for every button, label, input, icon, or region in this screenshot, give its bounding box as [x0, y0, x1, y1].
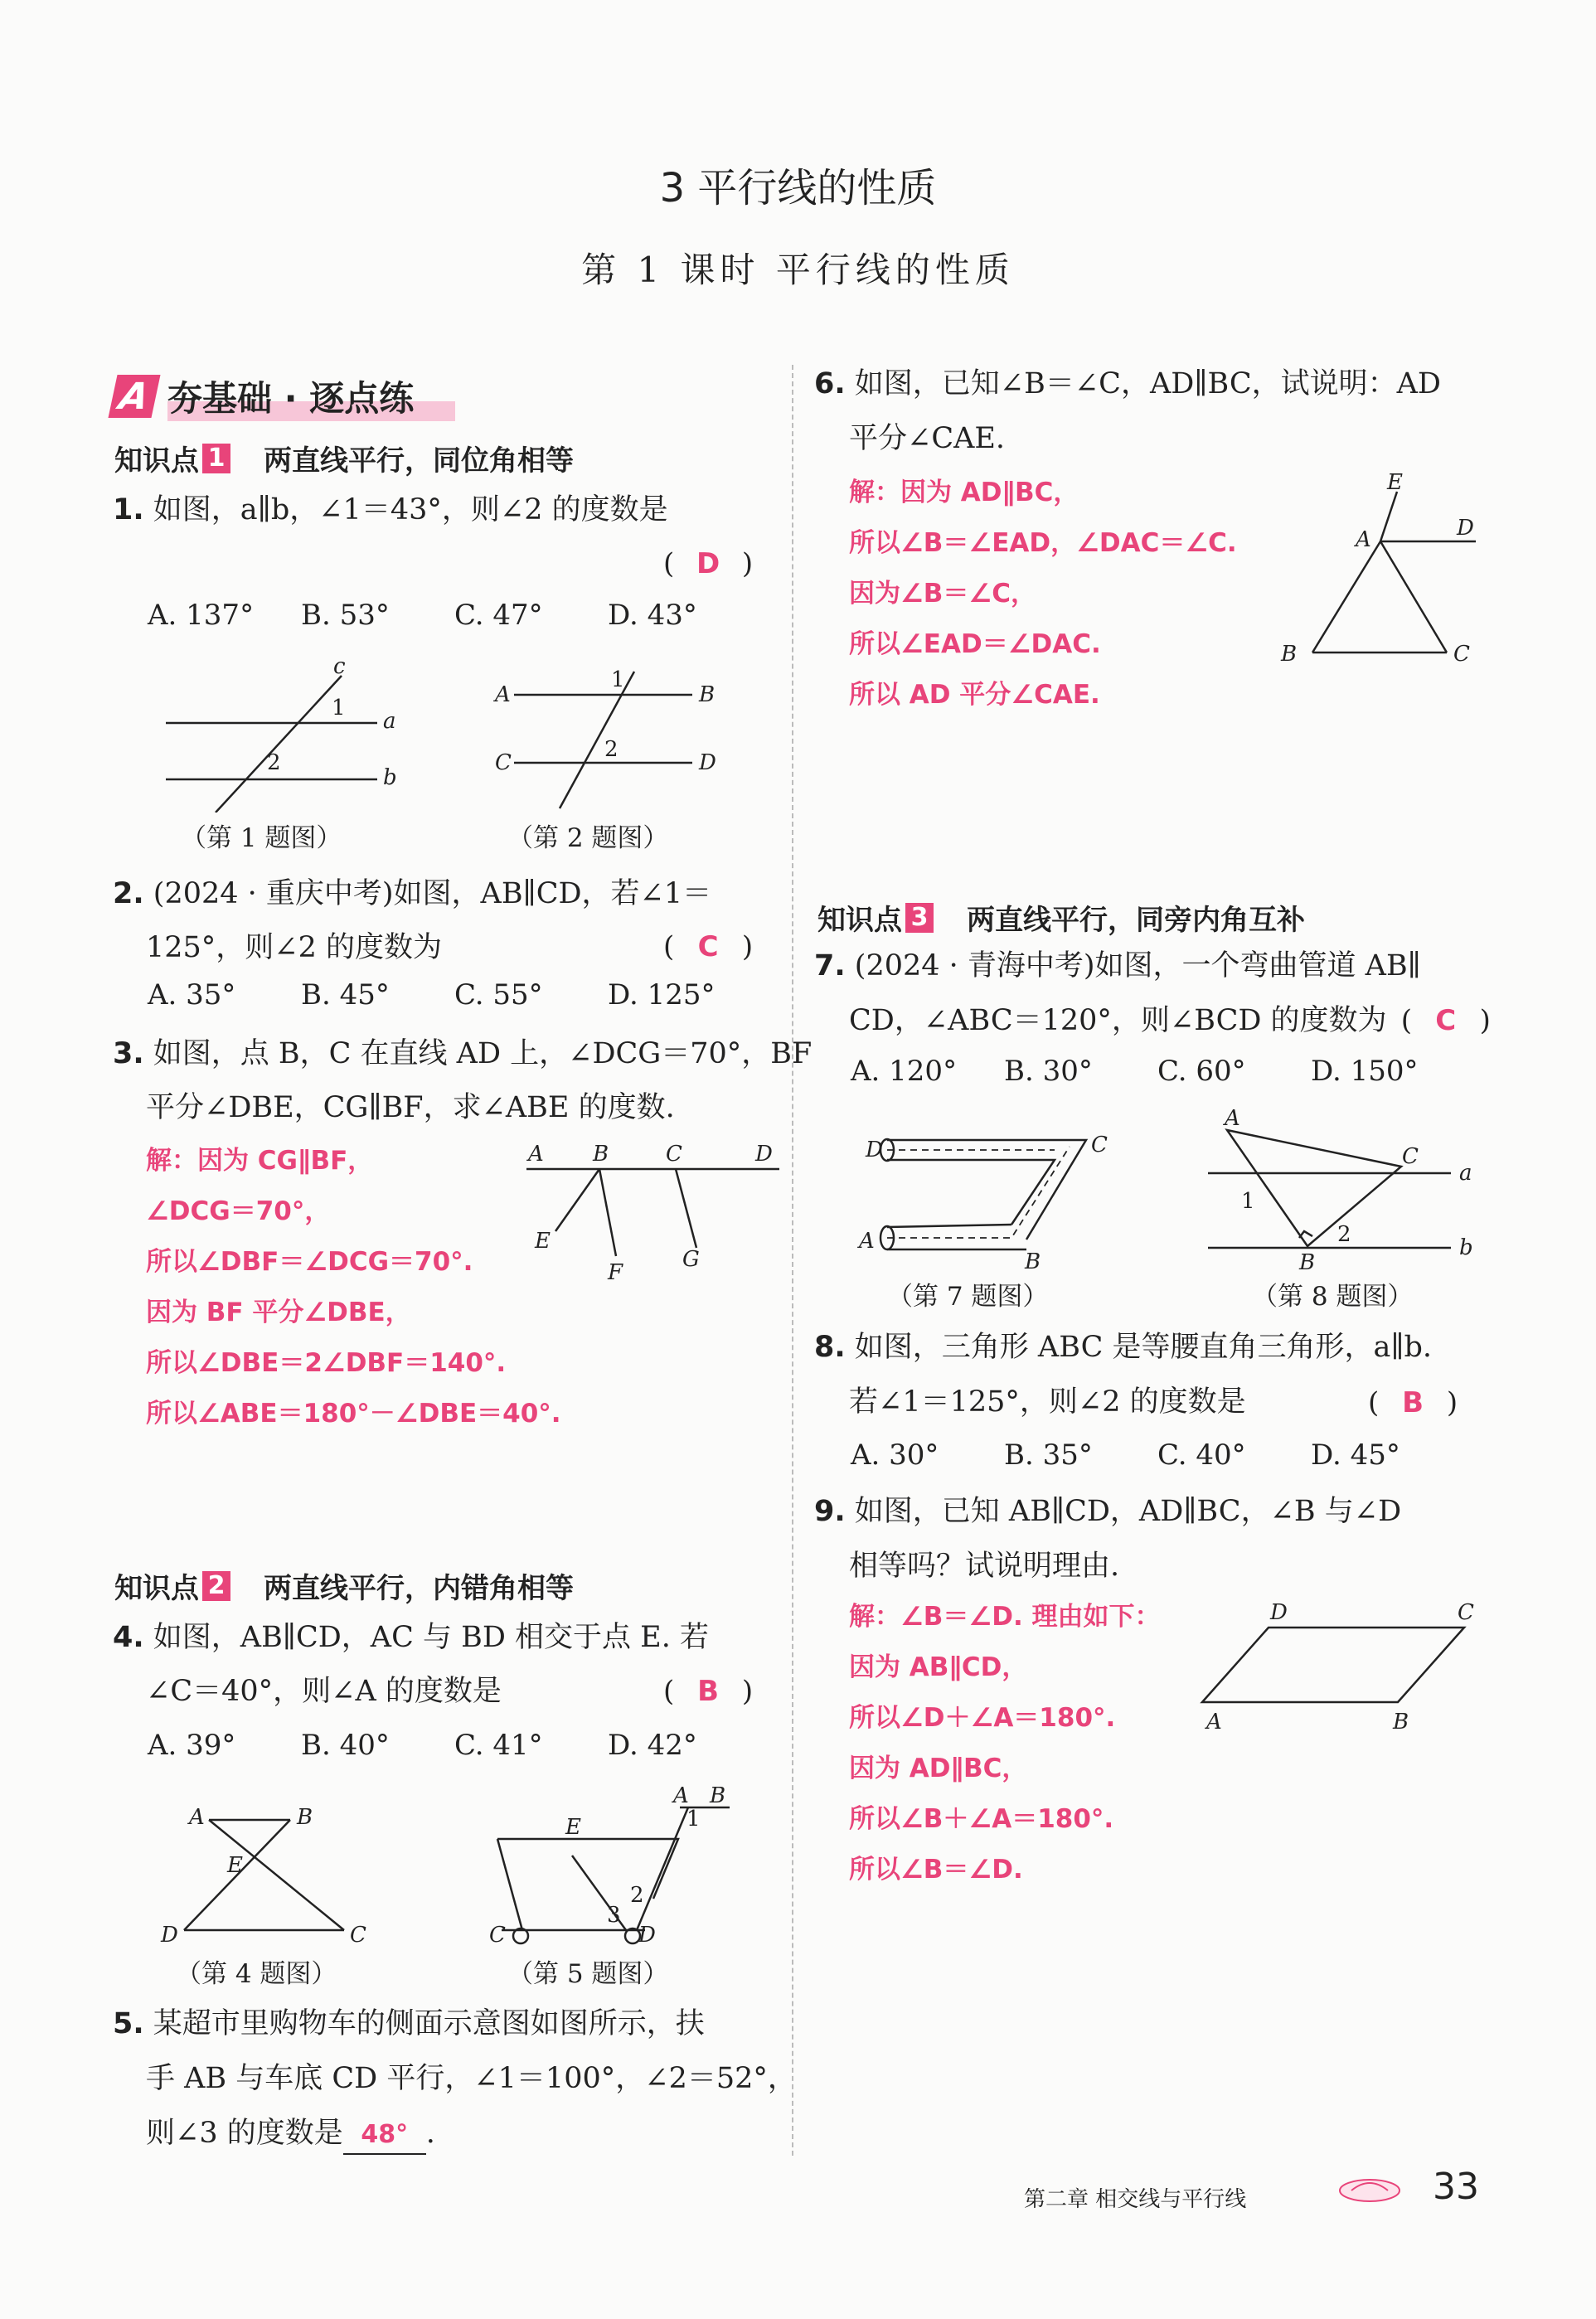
solution-line: 所以∠DBF＝∠DCG＝70°.: [146, 1247, 473, 1277]
svg-text:C: C: [350, 1923, 366, 1948]
answer-bracket-2: ( C ): [663, 930, 754, 963]
svg-text:D: D: [1270, 1600, 1288, 1625]
option-b: B. 40°: [301, 1729, 390, 1762]
svg-text:A: A: [495, 682, 511, 707]
solution-line: 解：因为 AD∥BC，: [849, 478, 1079, 507]
figure-8: [1206, 1107, 1480, 1277]
svg-text:B: B: [1393, 1710, 1409, 1734]
svg-text:C: C: [1453, 642, 1470, 667]
figure-6: [1273, 468, 1488, 672]
question-line-1: 如图，点 B，C 在直线 AD 上，∠DCG＝70°，BF: [153, 1037, 813, 1070]
options-4: [148, 1729, 761, 1762]
svg-text:1: 1: [1241, 1189, 1255, 1214]
kp-prefix: 知识点: [114, 1572, 199, 1605]
option-a: A. 137°: [148, 599, 255, 632]
solution-line: 所以∠B＝∠D.: [849, 1855, 1023, 1885]
column-divider: [792, 365, 793, 2156]
figure-2-caption: （第 2 题图）: [507, 823, 669, 853]
question-3-line-2: 平分∠DBE，CG∥BF，求∠ABE 的度数.: [146, 1091, 675, 1124]
fill-blank-answer: 48°: [343, 2117, 426, 2155]
question-line-1: 如图，已知∠B＝∠C，AD∥BC，试说明：AD: [854, 367, 1441, 400]
question-5-line-2: 手 AB 与车底 CD 平行，∠1＝100°，∠2＝52°，: [146, 2062, 797, 2095]
answer-bracket-1: ( D ): [663, 547, 754, 580]
option-a: A. 39°: [148, 1729, 236, 1762]
question-6-line-2: 平分∠CAE.: [849, 422, 1006, 455]
solution-line: 所以∠EAD＝∠DAC.: [849, 629, 1101, 659]
svg-text:a: a: [1459, 1161, 1472, 1186]
kp-text: 两直线平行，同位角相等: [264, 444, 574, 478]
question-number: 9.: [814, 1495, 846, 1528]
svg-text:D: D: [699, 750, 716, 775]
solution-line: 所以∠B＝∠EAD，∠DAC＝∠C.: [849, 528, 1237, 558]
options-1: [148, 599, 761, 632]
option-c: C. 60°: [1157, 1055, 1246, 1088]
svg-text:b: b: [1459, 1235, 1473, 1260]
question-line-1: (2024 · 青海中考)如图，一个弯曲管道 AB∥: [854, 949, 1421, 982]
svg-text:1: 1: [686, 1807, 701, 1831]
section-a-badge: A: [108, 375, 160, 418]
svg-text:A: A: [859, 1229, 875, 1254]
solution-line: 因为∠B＝∠C，: [849, 579, 1036, 609]
svg-text:1: 1: [332, 696, 346, 720]
solution-line: ∠DCG＝70°，: [146, 1196, 331, 1226]
section-title: 3 平行线的性质: [659, 165, 937, 211]
svg-text:C: C: [495, 750, 512, 775]
question-line-1: 如图，AB∥CD，AC 与 BD 相交于点 E. 若: [153, 1621, 709, 1654]
question-1: [113, 483, 668, 537]
question-number: 1.: [113, 493, 144, 526]
svg-text:G: G: [682, 1247, 700, 1272]
svg-text:1: 1: [611, 667, 625, 692]
question-number: 7.: [814, 949, 846, 982]
figure-2: [493, 663, 734, 813]
question-6: [814, 357, 1441, 411]
svg-text:A: A: [1206, 1710, 1222, 1734]
question-2-line-2: 125°，则∠2 的度数为: [146, 931, 443, 964]
svg-text:2: 2: [1337, 1222, 1351, 1247]
question-2: [113, 866, 711, 921]
svg-text:C: C: [489, 1923, 506, 1948]
solution-line: 所以∠ABE＝180°－∠DBE＝40°.: [146, 1399, 561, 1429]
answer-bracket-7: ( C ): [1401, 1004, 1491, 1037]
answer-choice: B: [1402, 1386, 1424, 1419]
option-b: B. 30°: [1004, 1055, 1093, 1088]
question-number: 3.: [113, 1037, 144, 1070]
figure-1: [158, 655, 406, 813]
question-8-line-2: 若∠1＝125°，则∠2 的度数是: [849, 1385, 1246, 1419]
svg-text:C: C: [1091, 1133, 1108, 1157]
svg-text:B: B: [699, 682, 716, 707]
question-7-line-2: [849, 993, 1491, 1048]
question-line-1: 某超市里购物车的侧面示意图如图所示，扶: [153, 2007, 705, 2040]
option-c: C. 47°: [454, 599, 543, 632]
lesson-title: 第 1 课时 平行线的性质: [581, 250, 1015, 290]
question-text: 如图，a∥b，∠1＝43°，则∠2 的度数是: [153, 493, 668, 526]
question-9-line-2: 相等吗？试说明理由.: [849, 1550, 1120, 1583]
question-number: 4.: [113, 1621, 144, 1654]
solution-line: 所以∠B＋∠A＝180°.: [849, 1804, 1114, 1834]
answer-choice: B: [697, 1675, 720, 1708]
options-2: [148, 978, 761, 1012]
page-number: 33: [1433, 2166, 1479, 2208]
svg-text:E: E: [1387, 470, 1403, 495]
question-line-1: (2024 · 重庆中考)如图，AB∥CD，若∠1＝: [153, 877, 712, 910]
knowledge-point-2: [114, 1565, 574, 1606]
svg-text:D: D: [866, 1138, 883, 1162]
options-8: [851, 1438, 1464, 1472]
svg-text:A: A: [1356, 527, 1371, 552]
question-5-line-3: [146, 2106, 435, 2161]
svg-text:E: E: [565, 1815, 581, 1840]
svg-text:F: F: [608, 1260, 623, 1281]
kp-number: 3: [905, 903, 934, 933]
svg-text:B: B: [593, 1142, 609, 1167]
svg-text:C: C: [666, 1142, 682, 1167]
answer-bracket-4: ( B ): [663, 1675, 754, 1708]
svg-text:D: D: [161, 1923, 178, 1948]
figure-7-caption: （第 7 题图）: [887, 1282, 1049, 1312]
option-c: C. 41°: [454, 1729, 543, 1762]
solution-line: 所以∠D＋∠A＝180°.: [849, 1703, 1116, 1733]
solution-3: [146, 1136, 561, 1439]
question-8: [814, 1320, 1432, 1375]
option-b: B. 35°: [1004, 1438, 1093, 1472]
section-a-label: 夯基础 · 逐点练: [167, 371, 455, 421]
kp-text: 两直线平行，同旁内角互补: [967, 904, 1305, 937]
kp-number: 1: [202, 444, 230, 473]
question-line-1: 如图，三角形 ABC 是等腰直角三角形，a∥b.: [854, 1331, 1433, 1364]
question-number: 8.: [814, 1331, 846, 1364]
answer-choice: D: [696, 547, 720, 580]
svg-text:A: A: [1225, 1107, 1240, 1131]
svg-text:a: a: [383, 709, 396, 734]
answer-bracket-8: ( B ): [1368, 1386, 1458, 1419]
option-b: B. 53°: [301, 599, 390, 632]
solution-line: 因为 BF 平分∠DBE，: [146, 1298, 411, 1327]
figure-4-caption: （第 4 题图）: [176, 1959, 337, 1989]
svg-text:D: D: [1457, 516, 1474, 541]
svg-text:3: 3: [607, 1903, 621, 1928]
solution-line: 所以 AD 平分∠CAE.: [849, 680, 1100, 710]
question-9: [814, 1484, 1401, 1539]
figure-9: [1194, 1596, 1492, 1737]
question-number: 6.: [814, 367, 846, 400]
option-c: C. 40°: [1157, 1438, 1246, 1472]
question-number: 5.: [113, 2007, 144, 2040]
figure-5-caption: （第 5 题图）: [507, 1959, 669, 1989]
kp-number: 2: [202, 1571, 230, 1601]
figure-7: [837, 1123, 1119, 1273]
option-c: C. 55°: [454, 978, 543, 1012]
figure-4: [158, 1799, 381, 1948]
option-a: A. 30°: [851, 1438, 939, 1472]
solution-line: 解：∠B＝∠D. 理由如下：: [849, 1602, 1161, 1632]
question-5: [113, 1996, 705, 2051]
kp-text: 两直线平行，内错角相等: [264, 1572, 574, 1605]
solution-6: [849, 468, 1237, 720]
svg-text:D: D: [638, 1923, 656, 1948]
svg-text:E: E: [535, 1229, 551, 1254]
options-7: [851, 1055, 1464, 1088]
option-d: D. 45°: [1311, 1438, 1400, 1472]
svg-text:2: 2: [267, 750, 281, 775]
kp-prefix: 知识点: [114, 444, 199, 478]
svg-text:2: 2: [630, 1883, 644, 1908]
solution-line: 解：因为 CG∥BF，: [146, 1146, 374, 1176]
svg-text:B: B: [1281, 642, 1298, 667]
option-d: D. 43°: [608, 599, 697, 632]
svg-text:E: E: [227, 1853, 243, 1878]
option-d: D. 125°: [608, 978, 716, 1012]
svg-text:C: C: [1402, 1144, 1419, 1169]
kp-prefix: 知识点: [817, 904, 902, 937]
question-number: 2.: [113, 877, 144, 910]
svg-text:2: 2: [604, 737, 619, 762]
knowledge-point-1: [114, 438, 574, 478]
figure-8-caption: （第 8 题图）: [1252, 1282, 1414, 1312]
svg-text:B: B: [297, 1805, 313, 1830]
question-3: [113, 1026, 812, 1081]
answer-choice: C: [1435, 1004, 1457, 1037]
option-a: A. 120°: [851, 1055, 958, 1088]
figure-3: [510, 1140, 783, 1281]
section-a-header: [113, 371, 455, 421]
svg-text:C: C: [1458, 1600, 1474, 1625]
figure-5: [464, 1783, 746, 1948]
question-line-3-pre: 则∠3 的度数是: [146, 2117, 343, 2150]
solution-line: 所以∠DBE＝2∠DBF＝140°.: [146, 1348, 507, 1378]
option-d: D. 42°: [608, 1729, 697, 1762]
svg-text:A: A: [528, 1142, 544, 1167]
question-line-3-post: .: [425, 2117, 435, 2150]
svg-text:c: c: [333, 655, 346, 679]
svg-text:D: D: [755, 1142, 773, 1167]
option-a: A. 35°: [148, 978, 236, 1012]
answer-choice: C: [697, 930, 719, 963]
figure-1-caption: （第 1 题图）: [181, 823, 342, 853]
question-line-1: 如图，已知 AB∥CD，AD∥BC，∠B 与∠D: [854, 1495, 1402, 1528]
question-4: [113, 1610, 709, 1665]
question-4-line-2: ∠C＝40°，则∠A 的度数是: [146, 1675, 502, 1708]
question-7: [814, 939, 1421, 993]
svg-text:A: A: [673, 1783, 689, 1808]
solution-line: 因为 AB∥CD，: [849, 1652, 1028, 1682]
solution-line: 因为 AD∥BC，: [849, 1754, 1028, 1783]
option-d: D. 150°: [1311, 1055, 1419, 1088]
footer-chapter: 第二章 相交线与平行线: [1024, 2187, 1247, 2212]
solution-9: [849, 1592, 1161, 1895]
svg-text:b: b: [383, 765, 397, 790]
svg-text:A: A: [189, 1805, 205, 1830]
svg-text:B: B: [1299, 1250, 1316, 1275]
svg-text:B: B: [710, 1783, 726, 1808]
svg-text:B: B: [1025, 1249, 1041, 1273]
knowledge-point-3: [817, 897, 1305, 938]
question-line-2-text: CD，∠ABC＝120°，则∠BCD 的度数为: [849, 1004, 1387, 1037]
publisher-logo-icon: [1336, 2172, 1403, 2205]
option-b: B. 45°: [301, 978, 390, 1012]
